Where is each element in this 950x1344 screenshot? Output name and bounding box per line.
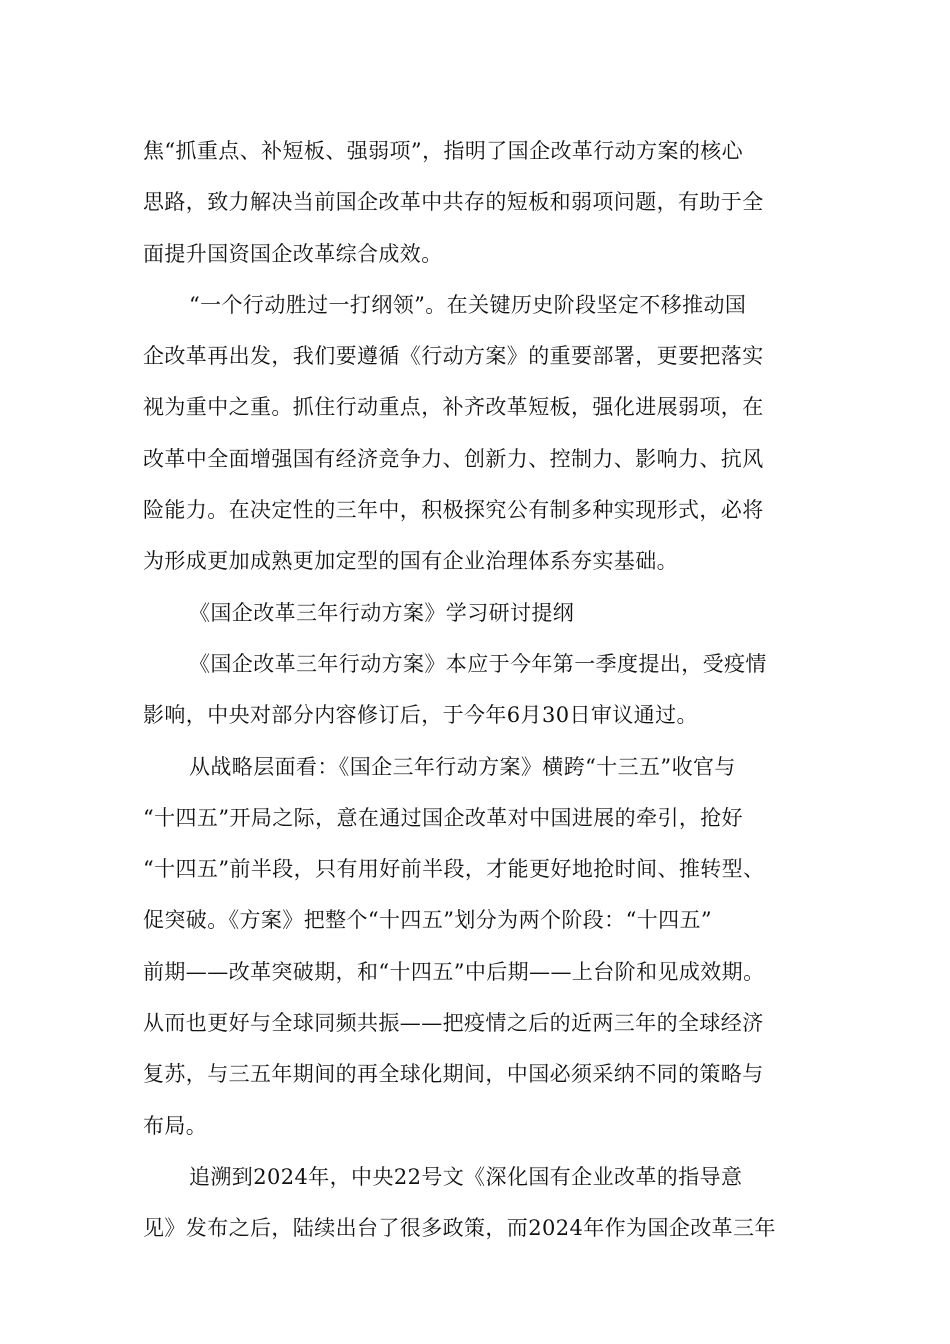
document-line: 《国企改革三年行动方案》本应于今年第一季度提出，受疫情 [189,651,767,676]
document-line: 改革中全面增强国有经济竞争力、创新力、控制力、影响力、抗风 [143,446,764,471]
document-line: 焦“抓重点、补短板、强弱项”，指明了国企改革行动方案的核心 [143,139,744,163]
document-line: 险能力。在决定性的三年中，积极探究公有制多种实现形式，必将 [143,498,764,523]
document-line: 追溯到2024年，中央22号文《深化国有企业改革的指导意 [189,1164,743,1189]
document-line: “一个行动胜过一打纲领”。在关键历史阶段坚定不移推动国 [189,292,747,317]
document-line: 企改革再出发，我们要遵循《行动方案》的重要部署，更要把落实 [143,344,764,369]
document-line: 面提升国资国企改革综合成效。 [143,241,443,266]
document-line: 促突破。《方案》把整个“十四五”划分为两个阶段：“十四五” [143,908,713,933]
document-line: 思路，致力解决当前国企改革中共存的短板和弱项问题，有助于全 [143,190,764,215]
document-line: 视为重中之重。抓住行动重点，补齐改革短板，强化进展弱项，在 [143,395,764,420]
document-line: 从战略层面看：《国企三年行动方案》横跨“十三五”收官与 [189,754,736,779]
document-line: 前期——改革突破期，和“十四五”中后期——上台阶和见成效期。 [143,959,765,984]
document-line: 布局。 [143,1113,208,1138]
document-line: “十四五”前半段，只有用好前半段，才能更好地抢时间、推转型、 [143,857,765,882]
document-line: 《国企改革三年行动方案》学习研讨提纲 [189,600,575,625]
document-line: 从而也更好与全球同频共振——把疫情之后的近两三年的全球经济 [143,1011,764,1036]
document-line: 为形成更加成熟更加定型的国有企业治理体系夯实基础。 [143,549,678,574]
document-body [143,126,813,1255]
document-line: “十四五”开局之际，意在通过国企改革对中国进展的牵引，抢好 [143,805,744,830]
document-line: 复苏，与三五年期间的再全球化期间，中国必须采纳不同的策略与 [143,1062,764,1087]
document-line: 影响，中央对部分内容修订后，于今年6月30日审议通过。 [143,703,698,728]
document-line: 见》发布之后，陆续出台了很多政策，而2024年作为国企改革三年 [143,1216,776,1241]
